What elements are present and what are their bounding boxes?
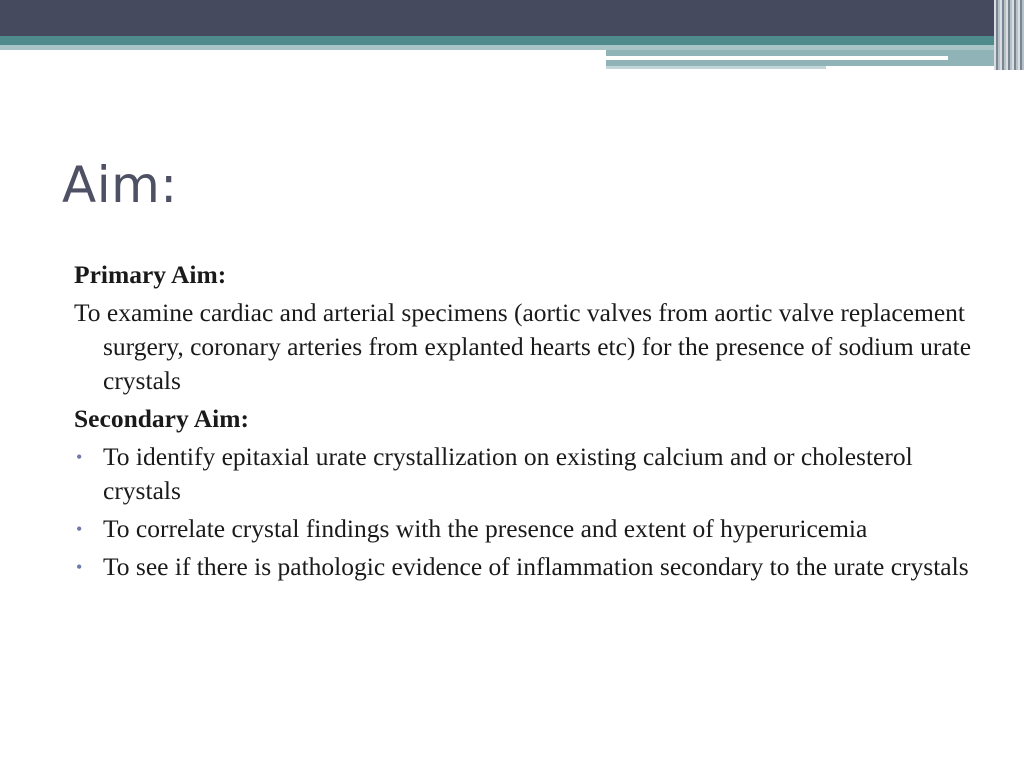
list-item (74, 440, 974, 508)
header-band-teal (0, 36, 1024, 45)
bullet-text: To see if there is pathologic evidence of inflammation secondary to the urate crystals (103, 552, 969, 581)
header-band-dark (0, 0, 1024, 36)
bullet-text: To identify epitaxial urate crystallization on existing calcium and or cholesterol crystals (103, 442, 913, 505)
bullet-text: To correlate crystal findings with the presence and extent of hyperuricemia (103, 514, 868, 543)
secondary-aim-list (74, 440, 974, 584)
bullet-icon: • (76, 557, 83, 577)
bullet-icon: • (76, 519, 83, 539)
header-stripes (994, 0, 1024, 70)
primary-aim-heading: Primary Aim: (74, 260, 227, 289)
bullet-icon: • (76, 447, 83, 467)
primary-aim-text: To examine cardiac and arterial specimens (aortic valves from aortic valve replacement surgery, coronary arteries from explanted hearts etc) for the presence of sodium urate crystals (74, 298, 972, 395)
list-item (74, 512, 974, 546)
slide-title: Aim: (62, 156, 178, 214)
header-band-accent-underline (606, 66, 826, 69)
header-band-accent-line (606, 56, 948, 60)
slide-body (74, 258, 974, 588)
list-item (74, 550, 974, 584)
secondary-aim-heading: Secondary Aim: (74, 404, 249, 433)
